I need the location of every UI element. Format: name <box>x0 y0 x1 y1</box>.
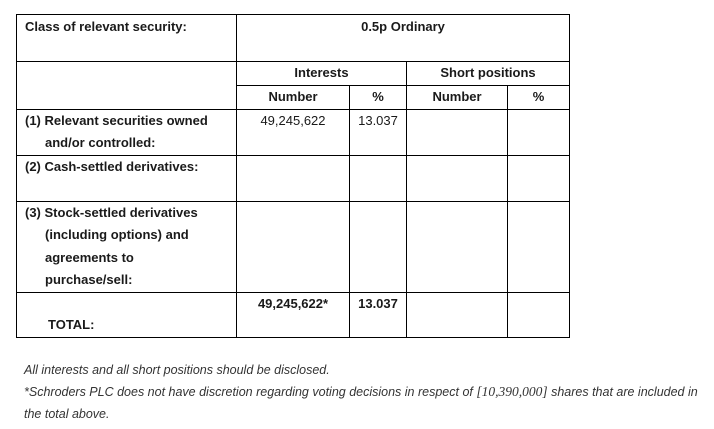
table-row <box>17 109 570 155</box>
class-row <box>17 15 570 62</box>
header-blank-cell <box>17 62 237 110</box>
total-label: TOTAL: <box>17 292 237 337</box>
class-value: 0.5p Ordinary <box>237 15 570 62</box>
short-positions-header: Short positions <box>407 62 570 86</box>
class-label: Class of relevant security: <box>17 15 237 62</box>
row-label-cash-settled <box>17 155 237 201</box>
voting-discretion-note <box>24 381 704 425</box>
short-number-header: Number <box>407 86 508 110</box>
row-label-stock-settled <box>17 201 237 292</box>
row-label-line: and/or controlled: <box>45 135 156 150</box>
row-label-line: purchase/sell: <box>45 272 133 287</box>
total-short-percent <box>508 292 570 337</box>
row-label-relevant-securities <box>17 109 237 155</box>
short-number-cell <box>407 109 508 155</box>
row-label-line: (2) Cash-settled derivatives: <box>25 158 199 174</box>
short-percent-header: % <box>508 86 570 110</box>
interests-number-header: Number <box>237 86 350 110</box>
note-text: shares that are included in the total above. <box>24 385 698 421</box>
interests-percent-cell <box>350 201 407 292</box>
total-interests-percent: 13.037 <box>350 292 407 337</box>
table-row <box>17 201 570 292</box>
share-count-figure: [10,390,000] <box>476 384 548 399</box>
total-short-number <box>407 292 508 337</box>
total-row <box>17 292 570 337</box>
short-number-cell <box>407 155 508 201</box>
row-label-line: (1) Relevant securities owned <box>25 112 208 128</box>
row-label-line: agreements to <box>45 249 134 265</box>
interests-number-cell: 49,245,622 <box>237 109 350 155</box>
short-percent-cell <box>508 155 570 201</box>
short-percent-cell <box>508 109 570 155</box>
short-number-cell <box>407 201 508 292</box>
disclosure-table <box>16 14 570 338</box>
interests-header: Interests <box>237 62 407 86</box>
interests-number-cell <box>237 201 350 292</box>
short-percent-cell <box>508 201 570 292</box>
total-interests-number: 49,245,622* <box>237 292 350 337</box>
row-label-line: (3) Stock-settled derivatives <box>25 204 198 220</box>
group-header-row <box>17 62 570 86</box>
interests-percent-cell: 13.037 <box>350 109 407 155</box>
table-row <box>17 155 570 201</box>
note-text: *Schroders PLC does not have discretion regarding voting decisions in respect of <box>24 385 477 399</box>
interests-percent-cell <box>350 155 407 201</box>
disclosure-note: All interests and all short positions should be disclosed. <box>24 363 330 377</box>
footnotes <box>24 359 704 425</box>
row-label-line: (including options) and <box>45 227 189 242</box>
interests-percent-header: % <box>350 86 407 110</box>
interests-number-cell <box>237 155 350 201</box>
